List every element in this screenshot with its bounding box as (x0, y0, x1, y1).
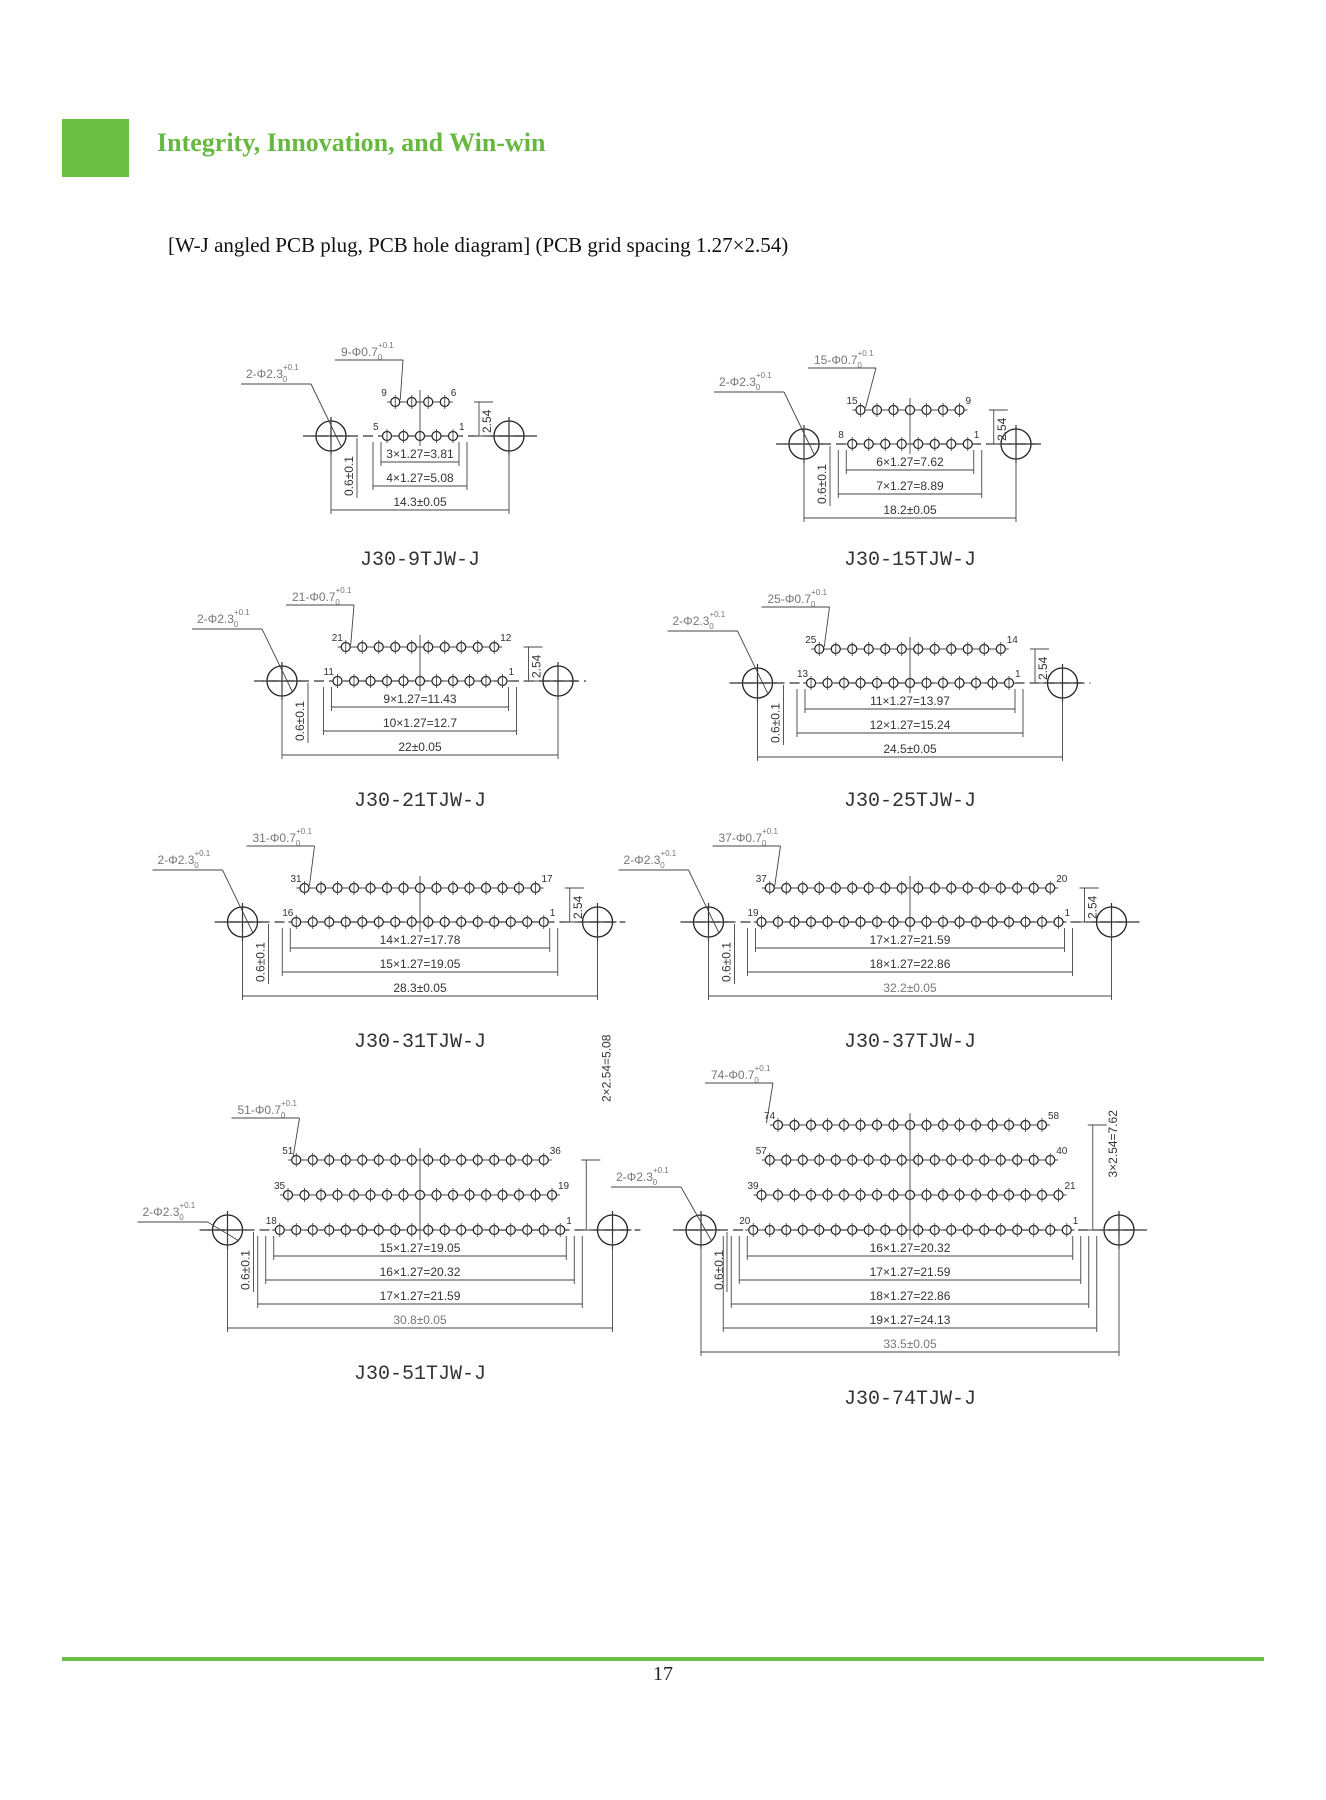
mount-hole-label: $2-\Phi 2.3^{+0.1}$ 0 (246, 363, 299, 384)
pin-number-last: 6 (450, 388, 457, 399)
page-number: 17 (653, 1663, 673, 1685)
pin-number-first: 21 (331, 633, 343, 644)
pin-number-last: 1 (973, 430, 980, 441)
pin-number-last: 36 (549, 1146, 561, 1157)
mount-hole-label: $2-\Phi 2.3^{+0.1}$ 0 (623, 849, 677, 870)
hole-count-label: $21-\Phi 0.7^{+0.1}$ 0 (292, 586, 352, 607)
hole-count-label: $9-\Phi 0.7^{+0.1}$ 0 (341, 341, 394, 362)
pin-number-first: 35 (274, 1181, 286, 1192)
pin-number-first: 51 (282, 1146, 294, 1157)
pitch-dimension-label: 18×1.27=22.86 (869, 1289, 951, 1303)
pitch-dimension-label: 17×1.27=21.59 (379, 1289, 461, 1303)
model-label: J30-21TJW-J (353, 790, 487, 813)
pin-number-first: 20 (739, 1216, 751, 1227)
leader-line (309, 846, 314, 886)
pin-number-first: 19 (747, 908, 759, 919)
pin-number-last: 19 (558, 1181, 570, 1192)
mount-hole-label: $2-\Phi 2.3^{+0.1}$ 0 (616, 1166, 669, 1187)
pin-number-first: 16 (282, 908, 294, 919)
mount-hole-label: $2-\Phi 2.3^{+0.1}$ 0 (719, 371, 772, 392)
overall-width-label: 30.8±0.05 (393, 1313, 447, 1327)
pin-number-first: 31 (290, 874, 302, 885)
pin-number-last: 20 (1056, 874, 1068, 885)
connector-diagram-j30-9tjw-j (241, 341, 537, 572)
pin-number-last: 14 (1006, 635, 1018, 646)
pin-number-first: 5 (373, 422, 379, 433)
pin-number-last: 1 (549, 908, 556, 919)
height-label: 0.6±0.1 (768, 703, 783, 743)
pin-number-last: 1 (1064, 908, 1071, 919)
pin-number-first: 8 (838, 430, 844, 441)
height-label: 0.6±0.1 (815, 464, 829, 504)
pin-number-first: 18 (265, 1216, 277, 1227)
pin-number-last: 1 (508, 667, 515, 678)
pitch-dimension-label: 16×1.27=20.32 (379, 1265, 461, 1279)
model-label: J30-25TJW-J (843, 790, 977, 813)
pitch-dimension-label: 15×1.27=19.05 (379, 1241, 461, 1255)
header-title: Integrity, Innovation, and Win-win (157, 128, 546, 157)
pin-number-last: 1 (459, 422, 465, 433)
model-label: J30-74TJW-J (843, 1388, 977, 1411)
overall-width-label: 22±0.05 (398, 740, 442, 754)
connector-diagram-j30-21tjw-j (192, 586, 586, 813)
pitch-dimension-label: 10×1.27=12.7 (382, 716, 458, 730)
hole-count-label: $31-\Phi 0.7^{+0.1}$ 0 (252, 827, 312, 848)
hole-count-label: $25-\Phi 0.7^{+0.1}$ 0 (767, 588, 827, 609)
pin-number-first: 11 (323, 667, 334, 678)
connector-diagram-j30-31tjw-j (153, 827, 626, 1054)
section-subtitle: [W-J angled PCB plug, PCB hole diagram] (PCB grid spacing 1.27×2.54) (168, 233, 789, 257)
overall-width-label: 33.5±0.05 (883, 1337, 937, 1351)
hole-count-label: $15-\Phi 0.7^{+0.1}$ 0 (814, 349, 874, 370)
pin-number-first: 13 (797, 669, 809, 680)
connector-diagram-j30-51tjw-j (138, 1034, 641, 1386)
hole-count-label: $74-\Phi 0.7^{+0.1}$ 0 (711, 1064, 771, 1085)
pitch-dimension-label: 9×1.27=11.43 (383, 692, 457, 706)
overall-width-label: 28.3±0.05 (393, 981, 447, 995)
model-label: J30-31TJW-J (353, 1031, 487, 1054)
pin-number-last: 1 (566, 1216, 572, 1227)
pitch-dimension-label: 18×1.27=22.86 (869, 957, 951, 971)
pitch-dimension-label: 3×1.27=3.81 (386, 447, 454, 461)
pin-number-first: 25 (805, 635, 817, 646)
pitch-dimension-label: 17×1.27=21.59 (869, 1265, 951, 1279)
height-label: 0.6±0.1 (293, 701, 307, 741)
height-label: 0.6±0.1 (253, 942, 268, 982)
row-gap-label: 2.54 (570, 895, 585, 919)
leader-line (293, 1118, 300, 1158)
model-label: J30-37TJW-J (843, 1031, 977, 1054)
pin-number-last: 17 (541, 874, 553, 885)
pin-number-first: 39 (747, 1181, 759, 1192)
pitch-dimension-label: 7×1.27=8.89 (876, 479, 944, 493)
model-label: J30-15TJW-J (843, 549, 977, 572)
leader-line (865, 368, 876, 408)
pin-number-last: 21 (1064, 1181, 1076, 1192)
pitch-dimension-label: 12×1.27=15.24 (869, 718, 951, 732)
pitch-dimension-label: 17×1.27=21.59 (869, 933, 951, 947)
pin-number-last: 58 (1048, 1111, 1060, 1122)
model-label: J30-9TJW-J (359, 549, 481, 572)
pin-number-last: 12 (500, 633, 512, 644)
hole-count-label: $51-\Phi 0.7^{+0.1}$ 0 (237, 1099, 297, 1120)
pitch-dimension-label: 19×1.27=24.13 (869, 1313, 951, 1327)
pin-number-last: 1 (1015, 669, 1021, 680)
overall-width-label: 32.2±0.05 (883, 981, 937, 995)
height-label: 0.6±0.1 (719, 942, 734, 982)
height-label: 0.6±0.1 (238, 1250, 253, 1290)
row-gap-label: 2.54 (1085, 895, 1100, 919)
leader-line (824, 607, 829, 647)
pin-number-last: 1 (1072, 1216, 1079, 1227)
leader-line (400, 360, 403, 400)
connector-diagram-j30-25tjw-j (668, 588, 1091, 813)
pin-number-first: 57 (755, 1146, 767, 1157)
pitch-dimension-label: 6×1.27=7.62 (876, 455, 944, 469)
pin-number-first: 37 (755, 874, 767, 885)
height-label: 0.6±0.1 (712, 1250, 726, 1290)
model-label: J30-51TJW-J (353, 1363, 487, 1386)
connector-diagram-j30-37tjw-j (619, 827, 1140, 1054)
row-gap-label: 2×2.54=5.08 (599, 1034, 614, 1102)
pin-number-last: 40 (1056, 1146, 1068, 1157)
pitch-dimension-label: 14×1.27=17.78 (379, 933, 461, 947)
pitch-dimension-label: 4×1.27=5.08 (386, 471, 454, 485)
mount-hole-label: $2-\Phi 2.3^{+0.1}$ 0 (672, 610, 726, 631)
row-gap-label: 2.54 (994, 417, 1009, 441)
leader-line (775, 846, 781, 886)
row-gap-label: 3×2.54=7.62 (1105, 1110, 1120, 1178)
overall-width-label: 18.2±0.05 (883, 503, 937, 517)
pin-number-first: 74 (764, 1111, 776, 1122)
leader-line (351, 605, 354, 645)
overall-width-label: 14.3±0.05 (393, 495, 447, 509)
pitch-dimension-label: 11×1.27=13.97 (870, 694, 950, 708)
overall-width-label: 24.5±0.05 (883, 742, 937, 756)
row-gap-label: 2.54 (480, 409, 494, 433)
hole-count-label: $37-\Phi 0.7^{+0.1}$ 0 (718, 827, 778, 848)
pin-number-last: 9 (965, 396, 972, 407)
row-gap-label: 2.54 (529, 654, 544, 678)
connector-diagram-j30-74tjw-j (611, 1064, 1147, 1411)
pin-number-first: 9 (381, 388, 387, 399)
footer-rule (62, 1657, 1264, 1661)
pitch-dimension-label: 15×1.27=19.05 (379, 957, 461, 971)
pitch-dimension-label: 16×1.27=20.32 (869, 1241, 951, 1255)
height-label: 0.6±0.1 (342, 456, 356, 496)
row-gap-label: 2.54 (1036, 656, 1050, 680)
connector-diagram-j30-15tjw-j (714, 349, 1044, 572)
mount-hole-label: $2-\Phi 2.3^{+0.1}$ 0 (157, 849, 211, 870)
pin-number-first: 15 (846, 396, 858, 407)
mount-hole-label: $2-\Phi 2.3^{+0.1}$ 0 (142, 1201, 196, 1222)
mount-hole-label: $2-\Phi 2.3^{+0.1}$ 0 (197, 608, 250, 629)
